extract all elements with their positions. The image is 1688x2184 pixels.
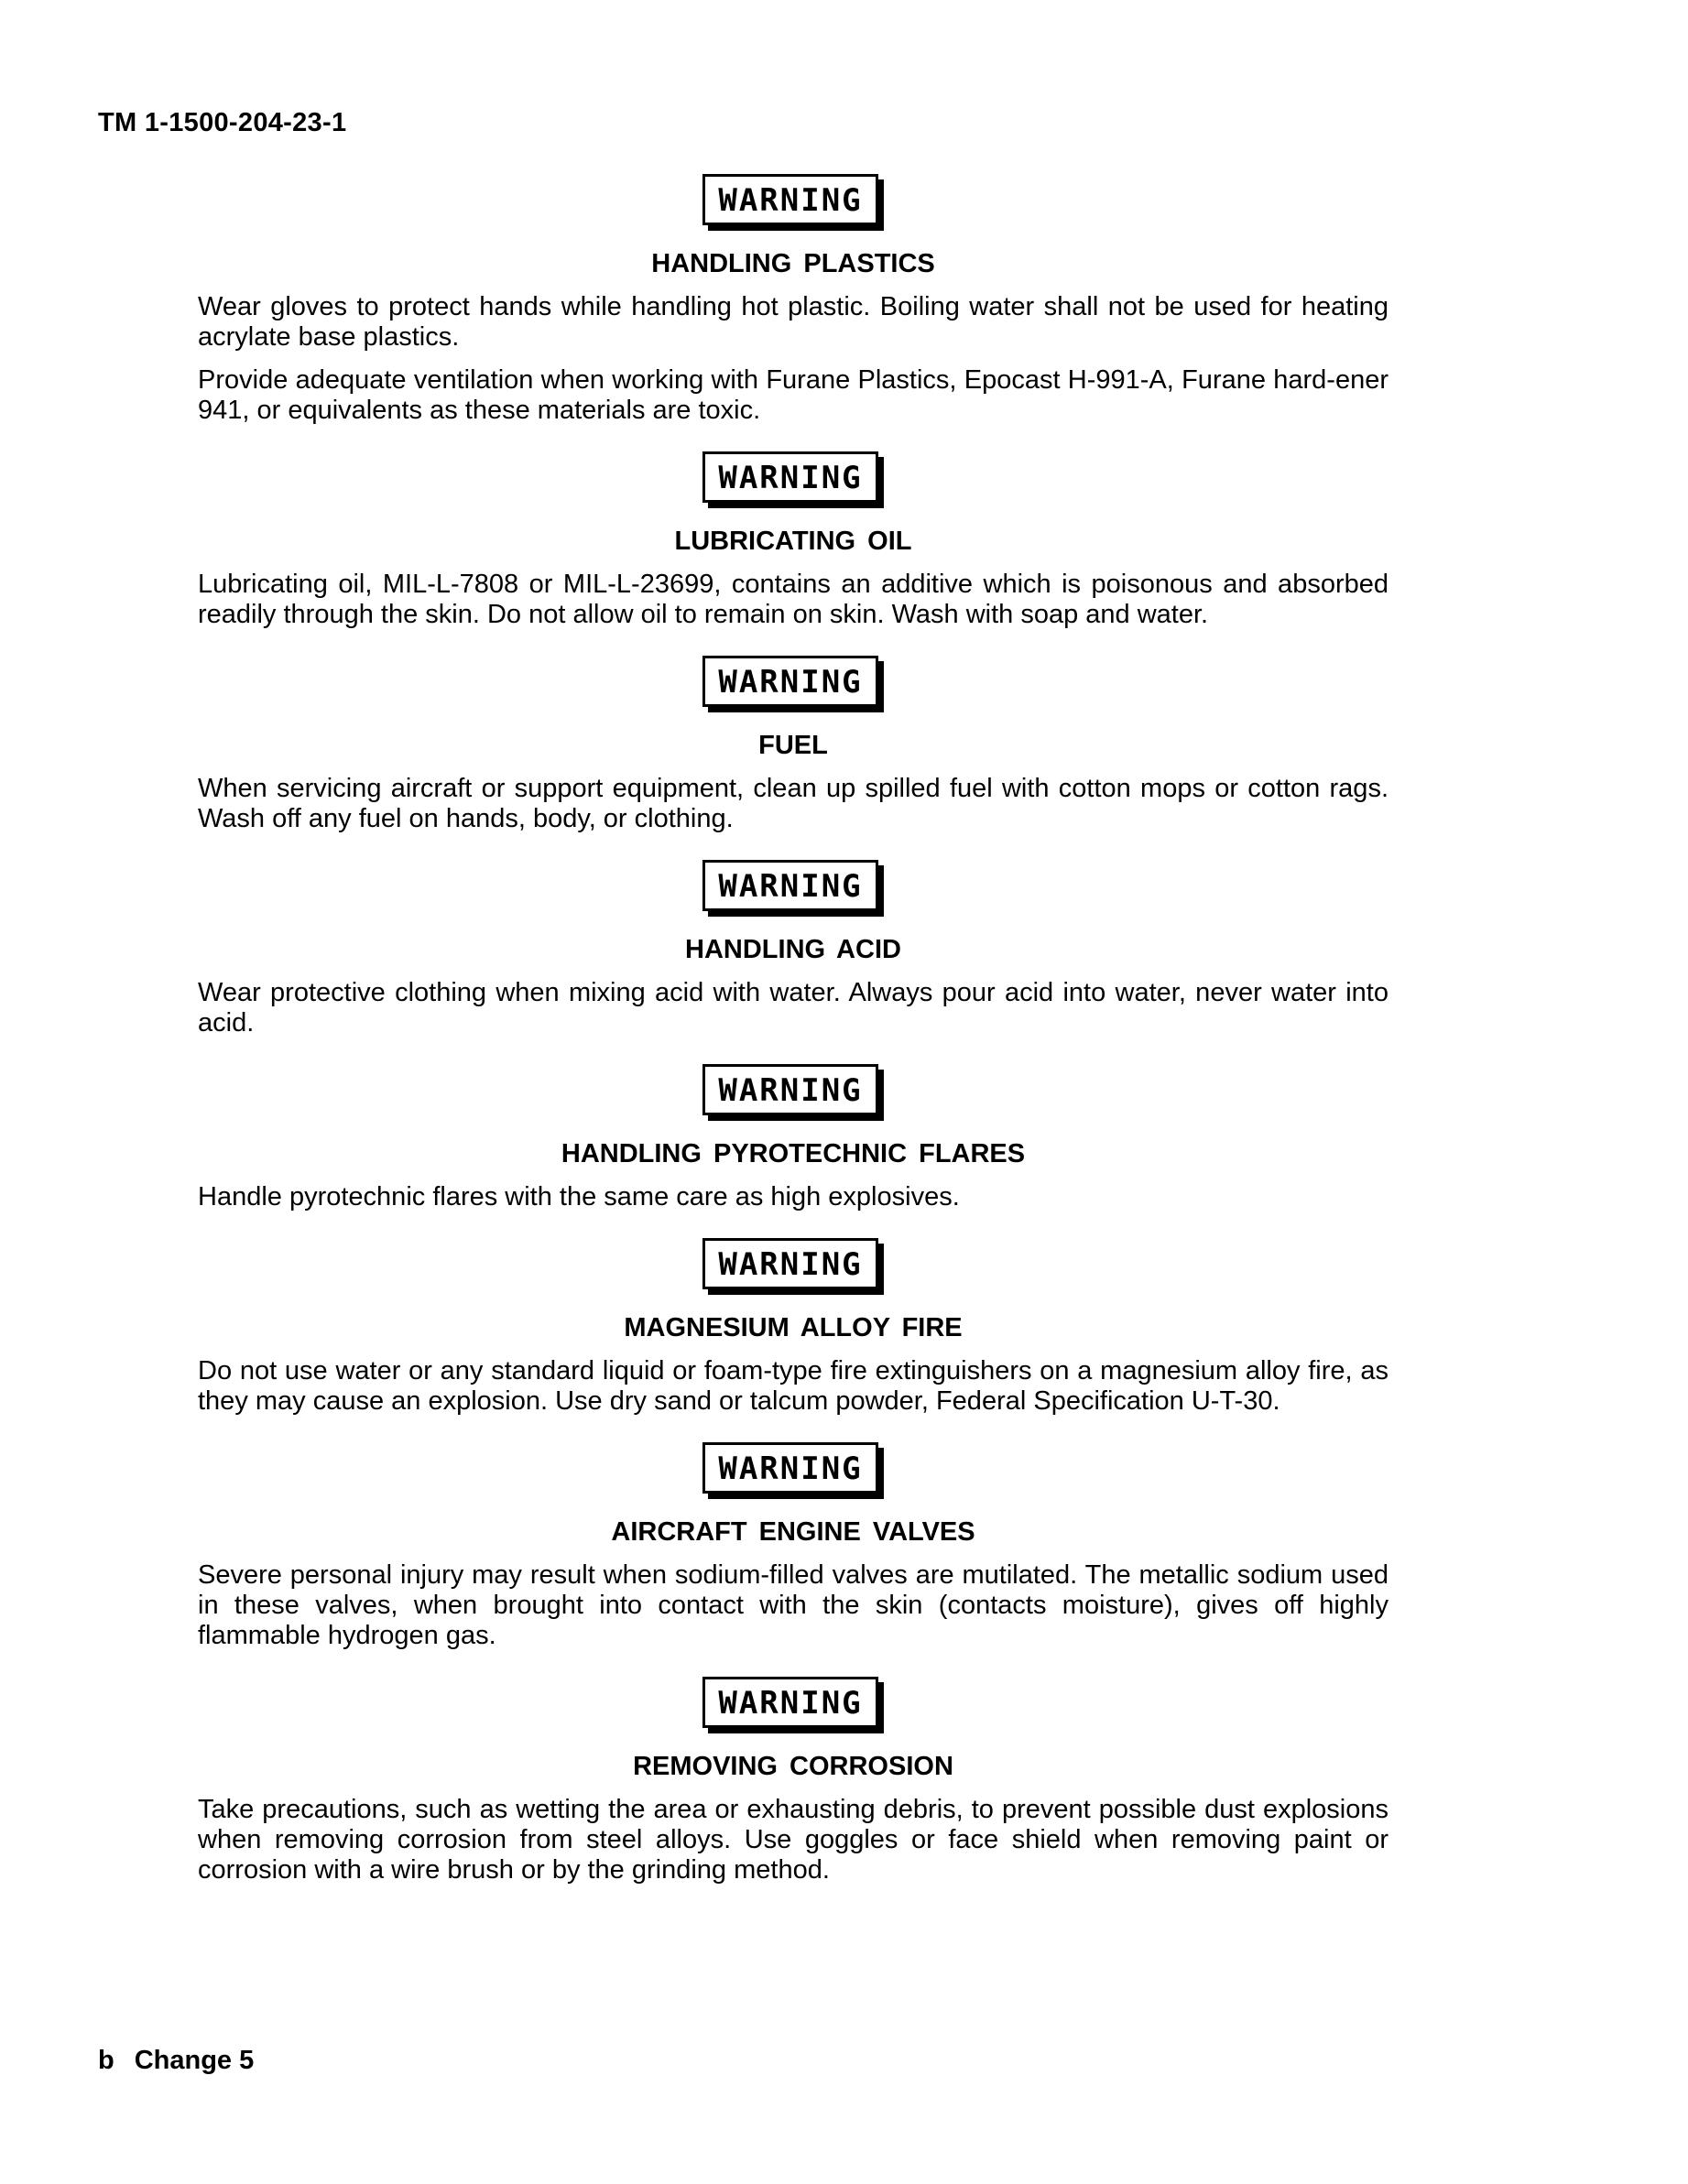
warning-title: LUBRICATING OIL	[674, 527, 912, 556]
warning-paragraph: Wear gloves to protect hands while handling hot plastic. Boiling water shall not be used for heating acrylate base plastics.	[198, 292, 1389, 352]
warning-block	[198, 1238, 1389, 1417]
warnings-list	[198, 174, 1389, 1898]
warning-title: REMOVING CORROSION	[633, 1752, 953, 1781]
warning-paragraph: Provide adequate ventilation when working with Furane Plastics, Epocast H-991-A, Furane hard-ener 941, or equivalents as these materials are toxic.	[198, 365, 1389, 425]
warning-title: AIRCRAFT ENGINE VALVES	[611, 1517, 975, 1547]
document-number: TM 1-1500-204-23-1	[98, 108, 347, 137]
page-footer	[98, 2046, 254, 2076]
warning-label-box: WARNING	[702, 1442, 877, 1494]
warning-block	[198, 860, 1389, 1038]
warning-paragraph: Do not use water or any standard liquid or foam-type fire extinguishers on a magnesium alloy fire, as they may cause an explosion. Use dry sand or talcum powder, Federal Specification U-T-30.	[198, 1356, 1389, 1416]
warning-title: MAGNESIUM ALLOY FIRE	[624, 1313, 963, 1342]
warning-paragraph: Wear protective clothing when mixing acid with water. Always pour acid into water, never water into acid.	[198, 978, 1389, 1038]
warning-block	[198, 174, 1389, 426]
warning-label-box: WARNING	[702, 174, 877, 225]
warning-block	[198, 451, 1389, 630]
warning-block	[198, 1677, 1389, 1885]
warning-title: FUEL	[758, 731, 828, 760]
page-number: b	[98, 2046, 114, 2075]
warning-title: HANDLING PLASTICS	[651, 249, 935, 278]
warning-label-box: WARNING	[702, 860, 877, 911]
warning-paragraph: Lubricating oil, MIL-L-7808 or MIL-L-23699, contains an additive which is poisonous and absorbed readily through the skin. Do not allow oil to remain on skin. Wash with soap and water.	[198, 570, 1389, 629]
warning-title: HANDLING PYROTECHNIC FLARES	[561, 1139, 1026, 1168]
warning-paragraph: Take precautions, such as wetting the area or exhausting debris, to prevent possible dust explosions when removing corrosion from steel alloys. Use goggles or face shield when removing paint or corrosion with a wire brush or by the grinding method.	[198, 1795, 1389, 1885]
warning-paragraph: When servicing aircraft or support equipment, clean up spilled fuel with cotton mops or cotton rags. Wash off any fuel on hands, body, or clothing.	[198, 774, 1389, 833]
warning-paragraph: Severe personal injury may result when sodium-filled valves are mutilated. The metallic sodium used in these valves, when brought into contact with the skin (contacts moisture), gives off highly flammable hydrogen gas.	[198, 1560, 1389, 1650]
warning-label-box: WARNING	[702, 656, 877, 707]
warning-paragraph: Handle pyrotechnic flares with the same care as high explosives.	[198, 1182, 960, 1212]
warning-block	[198, 1442, 1389, 1651]
change-number: Change 5	[134, 2046, 255, 2075]
warning-label-box: WARNING	[702, 1238, 877, 1289]
warning-label-box: WARNING	[702, 1064, 877, 1115]
warning-title: HANDLING ACID	[685, 935, 901, 964]
warning-block	[198, 1064, 1389, 1212]
warning-label-box: WARNING	[702, 451, 877, 503]
warning-label-box: WARNING	[702, 1677, 877, 1728]
warning-block	[198, 656, 1389, 834]
